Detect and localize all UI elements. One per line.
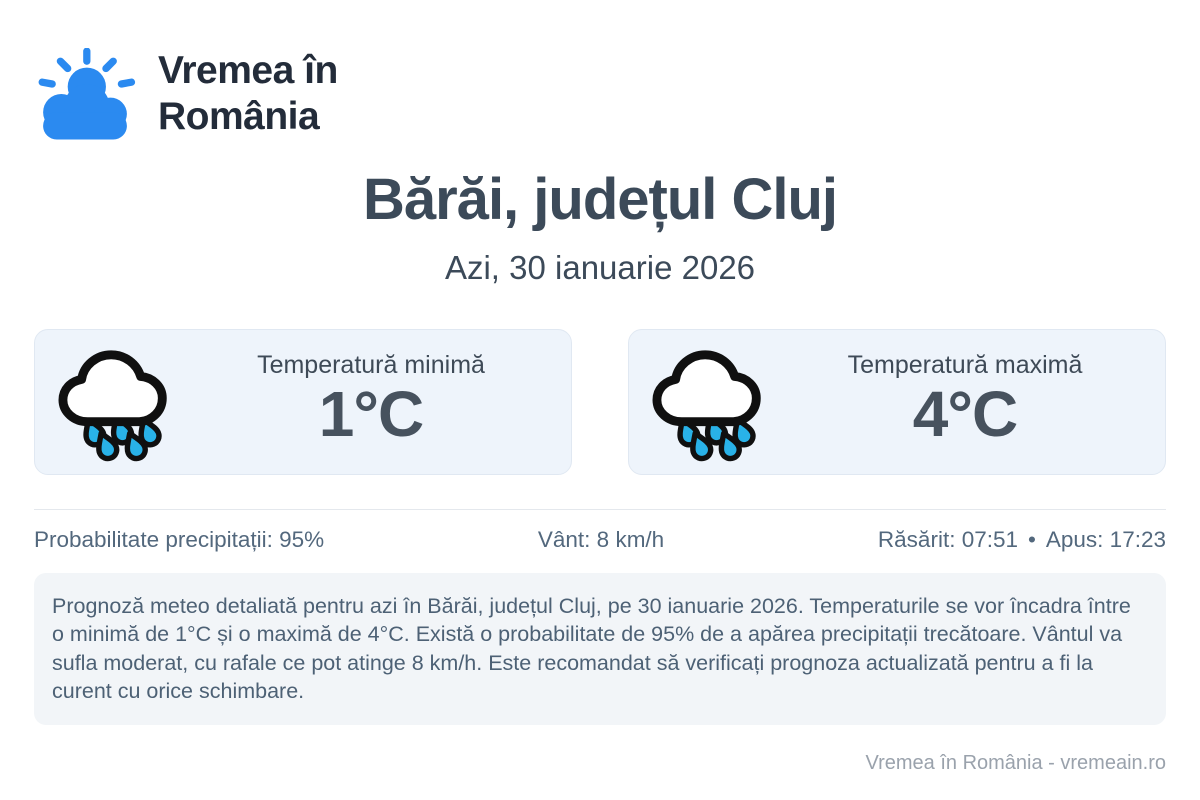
forecast-summary: Prognoză meteo detaliată pentru azi în Bărăi, județul Cluj, pe 30 ianuarie 2026. Temperaturile se vor încadra între o minimă de 1°C și o maximă de 4°C. Există o probabilitate de 95% de a apărea precipitații trecătoare. Vântul va sufla moderat, cu rafale ce pot atinge 8 km/h. Este recomandat să verificați prognoza actualizată pentru a fi la curent cu orice schimbare. xyxy=(34,573,1166,725)
wind-stat: Vânt: 8 km/h xyxy=(537,527,665,552)
min-temperature-value: 1°C xyxy=(318,377,424,450)
rain-cloud-icon xyxy=(649,341,779,463)
rain-cloud-icon xyxy=(55,341,185,463)
temperature-cards xyxy=(34,329,1166,475)
brand-name-line1: Vremea în xyxy=(158,49,338,93)
max-temperature-value: 4°C xyxy=(912,377,1018,450)
max-temperature-card xyxy=(628,329,1166,475)
max-temperature-text xyxy=(779,351,1151,449)
stats-row xyxy=(34,527,1166,553)
brand-header[interactable] xyxy=(34,48,1166,140)
sun-times-stat xyxy=(878,527,1166,553)
divider xyxy=(34,509,1166,510)
page-subtitle: Azi, 30 ianuarie 2026 xyxy=(444,249,756,286)
min-temperature-card xyxy=(34,329,572,475)
page-title: Bărăi, județul Cluj xyxy=(362,167,838,232)
brand-name-line2: România xyxy=(158,95,320,138)
precipitation-stat: Probabilitate precipitații: 95% xyxy=(34,527,325,552)
min-temperature-text xyxy=(185,351,557,449)
max-temperature-label: Temperatură maximă xyxy=(847,350,1083,379)
sun-cloud-logo-icon xyxy=(34,48,136,140)
footer-credit: Vremea în România - vremeain.ro xyxy=(865,751,1166,774)
bullet-separator: • xyxy=(1028,527,1036,552)
sunset-stat: Apus: 17:23 xyxy=(1045,527,1166,552)
min-temperature-label: Temperatură minimă xyxy=(257,350,485,379)
brand-name xyxy=(158,48,338,139)
sunrise-stat: Răsărit: 07:51 xyxy=(877,527,1018,552)
